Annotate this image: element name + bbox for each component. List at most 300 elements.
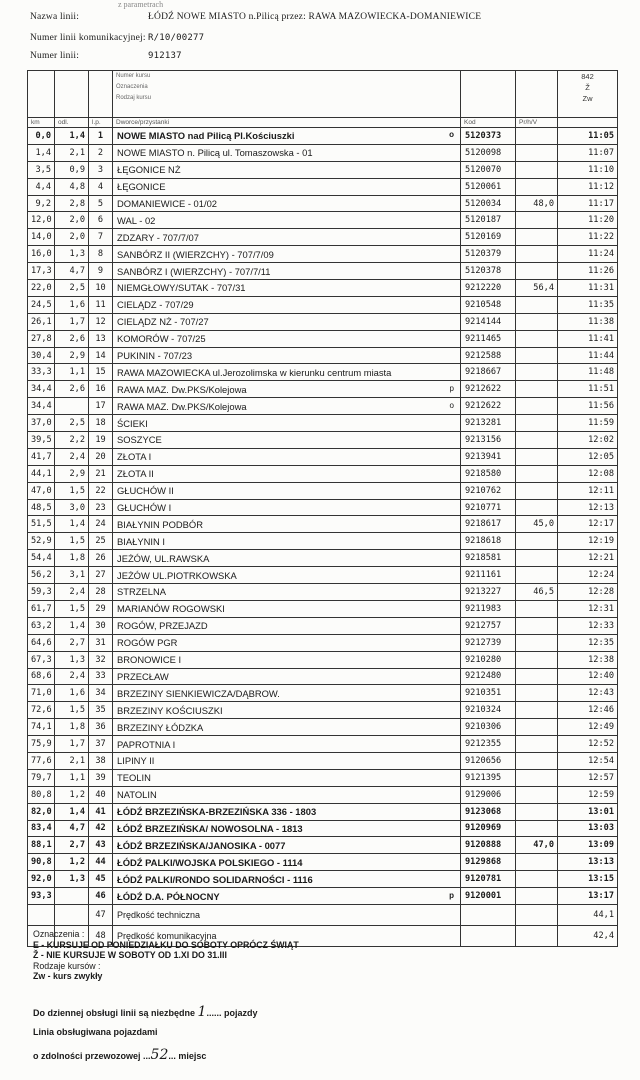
line-number-row [30, 51, 182, 61]
km-cell: 56,2 [28, 567, 55, 584]
table-row [28, 584, 618, 601]
stop-code-cell: 9213227 [461, 584, 516, 601]
stop-name-cell [113, 871, 461, 888]
time-cell: 11:41 [558, 330, 618, 347]
header-row-labels [28, 118, 618, 128]
notes-block [33, 929, 299, 982]
stop-name-cell [113, 769, 461, 786]
time-cell: 12:35 [558, 634, 618, 651]
table-row [28, 702, 618, 719]
odl-cell: 2,4 [55, 448, 89, 465]
lp-cell: 22 [89, 482, 113, 499]
time-cell: 12:31 [558, 600, 618, 617]
stop-code-cell: 9120656 [461, 752, 516, 769]
stop-name: ŁÓDŹ BRZEZIŃSKA-BRZEZIŃSKA 336 - 1803 [117, 806, 317, 818]
stop-code-cell: 5120187 [461, 212, 516, 229]
km-cell: 71,0 [28, 685, 55, 702]
stop-code-cell: 9120969 [461, 820, 516, 837]
tech-lp: 47 [89, 904, 113, 925]
stop-code-cell: 9218667 [461, 364, 516, 381]
time-cell: 12:11 [558, 482, 618, 499]
stop-code-cell: 5120169 [461, 229, 516, 246]
stop-code-cell: 9211161 [461, 567, 516, 584]
code-label: Kod [461, 118, 516, 128]
stop-name-cell [113, 803, 461, 820]
table-row [28, 685, 618, 702]
stop-name: MARIANÓW ROGOWSKI [117, 603, 225, 615]
odl-cell: 3,0 [55, 499, 89, 516]
km-cell: 1,4 [28, 144, 55, 161]
stop-mark: o [449, 400, 454, 410]
time-cell: 11:38 [558, 313, 618, 330]
stop-name: ŁĘGONICE NŻ [117, 164, 181, 176]
stop-name: ZŁOTA II [117, 468, 154, 480]
odl-cell: 1,7 [55, 736, 89, 753]
table-row [28, 229, 618, 246]
km-cell: 16,0 [28, 246, 55, 263]
lp-cell: 27 [89, 567, 113, 584]
lp-cell: 25 [89, 533, 113, 550]
speed-cell [516, 651, 558, 668]
speed-cell [516, 212, 558, 229]
km-cell: 0,0 [28, 128, 55, 145]
km-cell: 22,0 [28, 280, 55, 297]
odl-cell: 2,7 [55, 634, 89, 651]
odl-cell: 4,7 [55, 820, 89, 837]
lp-cell: 43 [89, 837, 113, 854]
odl-cell [55, 888, 89, 905]
km-cell: 9,2 [28, 195, 55, 212]
time-cell: 11:12 [558, 178, 618, 195]
time-cell: 11:10 [558, 161, 618, 178]
table-row [28, 432, 618, 449]
odl-cell: 2,4 [55, 668, 89, 685]
speed-cell [516, 702, 558, 719]
stop-head-info [113, 71, 461, 118]
table-row [28, 567, 618, 584]
lp-cell: 15 [89, 364, 113, 381]
stop-name: BRZEZINY ŁÓDZKA [117, 721, 204, 733]
odl-cell: 1,4 [55, 617, 89, 634]
time-cell: 11:59 [558, 415, 618, 432]
odl-cell: 1,1 [55, 769, 89, 786]
line-number-value: 912137 [148, 51, 182, 61]
km-cell: 72,6 [28, 702, 55, 719]
stop-name: RAWA MAZ. Dw.PKS/Kolejowa [117, 400, 247, 412]
stop-name: ŁÓDŹ PALKI/WOJSKA POLSKIEGO - 1114 [117, 856, 303, 868]
speed-cell [516, 600, 558, 617]
stop-code-cell: 9120001 [461, 888, 516, 905]
km-cell: 3,5 [28, 161, 55, 178]
table-row [28, 263, 618, 280]
km-cell: 79,7 [28, 769, 55, 786]
stop-code-cell: 9210771 [461, 499, 516, 516]
lp-cell: 23 [89, 499, 113, 516]
stop-name-cell [113, 651, 461, 668]
odl-cell: 1,2 [55, 786, 89, 803]
speed-cell [516, 313, 558, 330]
lp-cell: 21 [89, 465, 113, 482]
stop-name-cell [113, 482, 461, 499]
odl-cell: 1,1 [55, 364, 89, 381]
speed-cell [516, 533, 558, 550]
table-row [28, 752, 618, 769]
header-row-top [28, 71, 618, 118]
table-row [28, 280, 618, 297]
stop-name: ROGÓW, PRZEJAZD [117, 620, 208, 632]
km-cell: 68,6 [28, 668, 55, 685]
table-row [28, 330, 618, 347]
stop-name-cell [113, 617, 461, 634]
odl-cell: 2,1 [55, 752, 89, 769]
speed-cell [516, 296, 558, 313]
speed-cell [516, 381, 558, 398]
km-cell: 30,4 [28, 347, 55, 364]
odl-cell: 1,3 [55, 651, 89, 668]
stop-name-cell [113, 128, 461, 145]
note-z: Ž - NIE KURSUJE W SOBOTY OD 1.XI DO 31.III [33, 950, 227, 960]
km-label: km [28, 118, 55, 128]
speed-cell [516, 871, 558, 888]
stop-code-cell: 9210351 [461, 685, 516, 702]
stop-name-cell [113, 448, 461, 465]
stop-name-cell [113, 719, 461, 736]
lp-cell: 18 [89, 415, 113, 432]
blank [28, 904, 55, 925]
odl-cell: 1,3 [55, 871, 89, 888]
stop-name: WAL - 02 [117, 214, 156, 226]
speed-cell [516, 567, 558, 584]
odl-cell: 2,0 [55, 229, 89, 246]
stop-name-cell [113, 854, 461, 871]
stop-name-cell [113, 702, 461, 719]
table-row [28, 246, 618, 263]
course-type-label: Rodzaj kursu [116, 95, 152, 101]
table-row [28, 820, 618, 837]
km-cell: 83,4 [28, 820, 55, 837]
time-cell: 11:17 [558, 195, 618, 212]
lp-cell: 37 [89, 736, 113, 753]
lp-cell: 36 [89, 719, 113, 736]
stop-name: BRZEZINY KOŚCIUSZKI [117, 704, 223, 716]
stop-code-cell: 9211983 [461, 600, 516, 617]
time-cell: 13:15 [558, 871, 618, 888]
speed-cell [516, 432, 558, 449]
table-row [28, 296, 618, 313]
lp-cell: 4 [89, 178, 113, 195]
km-cell: 77,6 [28, 752, 55, 769]
lp-cell: 13 [89, 330, 113, 347]
lp-cell: 29 [89, 600, 113, 617]
lp-cell: 7 [89, 229, 113, 246]
odl-cell: 1,5 [55, 482, 89, 499]
lp-cell: 31 [89, 634, 113, 651]
lp-cell: 32 [89, 651, 113, 668]
time-cell: 13:09 [558, 837, 618, 854]
km-cell: 14,0 [28, 229, 55, 246]
time-cell: 13:13 [558, 854, 618, 871]
km-cell: 17,3 [28, 263, 55, 280]
time-cell: 13:01 [558, 803, 618, 820]
table-row [28, 178, 618, 195]
table-row [28, 803, 618, 820]
notes-heading: Oznaczenia : [33, 929, 85, 939]
odl-cell: 2,0 [55, 212, 89, 229]
table-row [28, 736, 618, 753]
speed-cell: 45,0 [516, 516, 558, 533]
stop-code-cell: 9213156 [461, 432, 516, 449]
km-cell: 80,8 [28, 786, 55, 803]
speed-cell: 47,0 [516, 837, 558, 854]
km-cell: 59,3 [28, 584, 55, 601]
time-cell: 12:24 [558, 567, 618, 584]
vehicles-prefix: Do dziennej obsługi linii są niezbędne [33, 1008, 196, 1018]
speed-cell [516, 263, 558, 280]
time-cell: 11:22 [558, 229, 618, 246]
time-cell: 12:38 [558, 651, 618, 668]
stop-name-cell [113, 280, 461, 297]
stop-code-cell: 9213941 [461, 448, 516, 465]
time-cell: 11:48 [558, 364, 618, 381]
stop-name-cell [113, 499, 461, 516]
stop-code-cell: 5120373 [461, 128, 516, 145]
table-row [28, 888, 618, 905]
speed-cell: 48,0 [516, 195, 558, 212]
km-head-blank [28, 71, 55, 118]
top-fragment: z parametrach [118, 0, 164, 9]
time-cell: 11:31 [558, 280, 618, 297]
odl-cell: 1,5 [55, 702, 89, 719]
stop-name-cell [113, 533, 461, 550]
stop-name: ŚCIEKI [117, 417, 148, 429]
stop-code-cell: 5120098 [461, 144, 516, 161]
lp-cell: 2 [89, 144, 113, 161]
speed-cell [516, 888, 558, 905]
time-cell: 12:49 [558, 719, 618, 736]
lp-cell: 12 [89, 313, 113, 330]
odl-cell: 2,5 [55, 415, 89, 432]
time-cell: 12:08 [558, 465, 618, 482]
stop-code-cell: 5120378 [461, 263, 516, 280]
speed-cell [516, 719, 558, 736]
stop-name-cell [113, 263, 461, 280]
odl-cell: 2,6 [55, 330, 89, 347]
stop-code-cell: 9129006 [461, 786, 516, 803]
comm-speed-value: 42,4 [558, 925, 618, 946]
km-cell: 63,2 [28, 617, 55, 634]
stop-code-cell: 9129868 [461, 854, 516, 871]
time-cell: 12:02 [558, 432, 618, 449]
lp-cell: 10 [89, 280, 113, 297]
table-row [28, 516, 618, 533]
speed-cell [516, 499, 558, 516]
km-cell: 93,3 [28, 888, 55, 905]
stop-code-cell: 9212622 [461, 381, 516, 398]
stop-mark: o [449, 130, 454, 140]
km-cell: 74,1 [28, 719, 55, 736]
odl-cell: 1,5 [55, 600, 89, 617]
stop-code-cell: 5120070 [461, 161, 516, 178]
stop-name-cell [113, 195, 461, 212]
stop-code-cell: 9210548 [461, 296, 516, 313]
odl-cell: 1,4 [55, 803, 89, 820]
comm-lp: 48 [89, 925, 113, 946]
time-cell: 12:13 [558, 499, 618, 516]
speed-cell [516, 161, 558, 178]
stop-code-cell: 9212757 [461, 617, 516, 634]
lp-cell: 44 [89, 854, 113, 871]
lp-cell: 8 [89, 246, 113, 263]
stop-name: GŁUCHÓW I [117, 502, 172, 514]
stop-name: BRONOWICE I [117, 654, 182, 666]
odl-cell: 1,4 [55, 128, 89, 145]
stop-name: SOSZYCE [117, 434, 162, 446]
km-cell: 54,4 [28, 550, 55, 567]
stop-name-cell [113, 888, 461, 905]
time-cell: 11:56 [558, 398, 618, 415]
served-line: Linia obsługiwana pojazdami [33, 1027, 158, 1037]
stop-name: ŁĘGONICE [117, 181, 166, 193]
stop-code-cell: 9210306 [461, 719, 516, 736]
stop-name: BIAŁYNIN I [117, 535, 165, 547]
time-cell: 11:07 [558, 144, 618, 161]
stop-name: JEŻÓW UL.PIOTRKOWSKA [117, 569, 237, 581]
speed-cell [516, 415, 558, 432]
stop-code-cell: 9120888 [461, 837, 516, 854]
time-cell: 12:28 [558, 584, 618, 601]
stop-name: PAPROTNIA I [117, 738, 176, 750]
stop-code-cell: 5120379 [461, 246, 516, 263]
speed-cell [516, 144, 558, 161]
table-row [28, 482, 618, 499]
time-cell: 11:20 [558, 212, 618, 229]
time-cell: 11:44 [558, 347, 618, 364]
line-name-value: ŁÓDŹ NOWE MIASTO n.Pilicą przez: RAWA MAZOWIECKA-DOMANIEWICE [148, 12, 482, 22]
stop-code-cell: 9218617 [461, 516, 516, 533]
course-head [558, 71, 618, 118]
speed-cell [516, 786, 558, 803]
table-row [28, 313, 618, 330]
stop-name-cell [113, 465, 461, 482]
stop-code-cell: 9210762 [461, 482, 516, 499]
blank [516, 904, 558, 925]
table-row [28, 854, 618, 871]
time-cell: 11:26 [558, 263, 618, 280]
timetable [27, 70, 618, 947]
stop-name: ZDZARY - 707/7/07 [117, 231, 199, 243]
stop-name-cell [113, 837, 461, 854]
table-row [28, 651, 618, 668]
stop-code-cell: 9121395 [461, 769, 516, 786]
table-row [28, 195, 618, 212]
stop-name-cell [113, 330, 461, 347]
time-cell: 13:03 [558, 820, 618, 837]
odl-cell: 2,1 [55, 144, 89, 161]
stop-code-cell: 9210324 [461, 702, 516, 719]
blank [461, 904, 516, 925]
lp-cell: 33 [89, 668, 113, 685]
stop-name: TEOLIN [117, 772, 151, 784]
table-row [28, 550, 618, 567]
speed-cell [516, 128, 558, 145]
table-row [28, 769, 618, 786]
blank [461, 925, 516, 946]
course-mark: Ž [585, 83, 590, 92]
table-row [28, 364, 618, 381]
lp-cell: 16 [89, 381, 113, 398]
code-head-blank [461, 71, 516, 118]
speed-label: Pr/h/V [516, 118, 558, 128]
stop-name-cell [113, 398, 461, 415]
table-row [28, 668, 618, 685]
capacity-suffix: miejsc [178, 1051, 207, 1061]
table-row [28, 347, 618, 364]
km-cell: 44,1 [28, 465, 55, 482]
odl-cell: 1,4 [55, 516, 89, 533]
km-cell: 4,4 [28, 178, 55, 195]
table-row [28, 381, 618, 398]
line-name-label: Nazwa linii: [30, 12, 80, 22]
types-heading: Rodzaje kursów : [33, 960, 101, 971]
speed-cell [516, 752, 558, 769]
stop-name-cell [113, 212, 461, 229]
stop-name: STRZELNA [117, 586, 166, 598]
stop-code-cell: 9212220 [461, 280, 516, 297]
lp-cell: 1 [89, 128, 113, 145]
stop-name-cell [113, 752, 461, 769]
stop-name-cell [113, 313, 461, 330]
speed-cell [516, 330, 558, 347]
course-number: 842 [581, 72, 594, 81]
table-row [28, 161, 618, 178]
km-cell: 67,3 [28, 651, 55, 668]
stop-name-cell [113, 516, 461, 533]
stop-name: KOMORÓW - 707/25 [117, 333, 206, 345]
lp-cell: 30 [89, 617, 113, 634]
stop-name-cell [113, 432, 461, 449]
stop-name: GŁUCHÓW II [117, 485, 174, 497]
tech-speed-row [28, 904, 618, 925]
stop-code-cell: 5120034 [461, 195, 516, 212]
lp-cell: 42 [89, 820, 113, 837]
odl-cell: 1,6 [55, 296, 89, 313]
lp-cell: 28 [89, 584, 113, 601]
speed-cell [516, 685, 558, 702]
lp-cell: 20 [89, 448, 113, 465]
stop-code-cell: 9212480 [461, 668, 516, 685]
comm-number-row [30, 33, 204, 43]
capacity-line: o zdolności przewozowej ...52... miejsc [33, 1047, 207, 1063]
blank [516, 925, 558, 946]
speed-cell: 46,5 [516, 584, 558, 601]
odl-cell: 2,7 [55, 837, 89, 854]
capacity-prefix: o zdolności przewozowej [33, 1051, 141, 1061]
table-row [28, 128, 618, 145]
lp-cell: 35 [89, 702, 113, 719]
km-cell: 41,7 [28, 448, 55, 465]
stop-name: NOWE MIASTO n. Pilicą ul. Tomaszowska - 01 [117, 147, 313, 159]
stop-name: NATOLIN [117, 789, 157, 801]
stop-name-cell [113, 634, 461, 651]
stop-code-cell: 9210280 [461, 651, 516, 668]
speed-cell [516, 229, 558, 246]
stop-name: BRZEZINY SIENKIEWICZA/DĄBROW. [117, 687, 280, 699]
table-row [28, 871, 618, 888]
stop-name: JEŻÓW, UL.RAWSKA [117, 552, 210, 564]
stop-name-cell [113, 668, 461, 685]
stop-code-cell: 5120061 [461, 178, 516, 195]
table-row [28, 600, 618, 617]
